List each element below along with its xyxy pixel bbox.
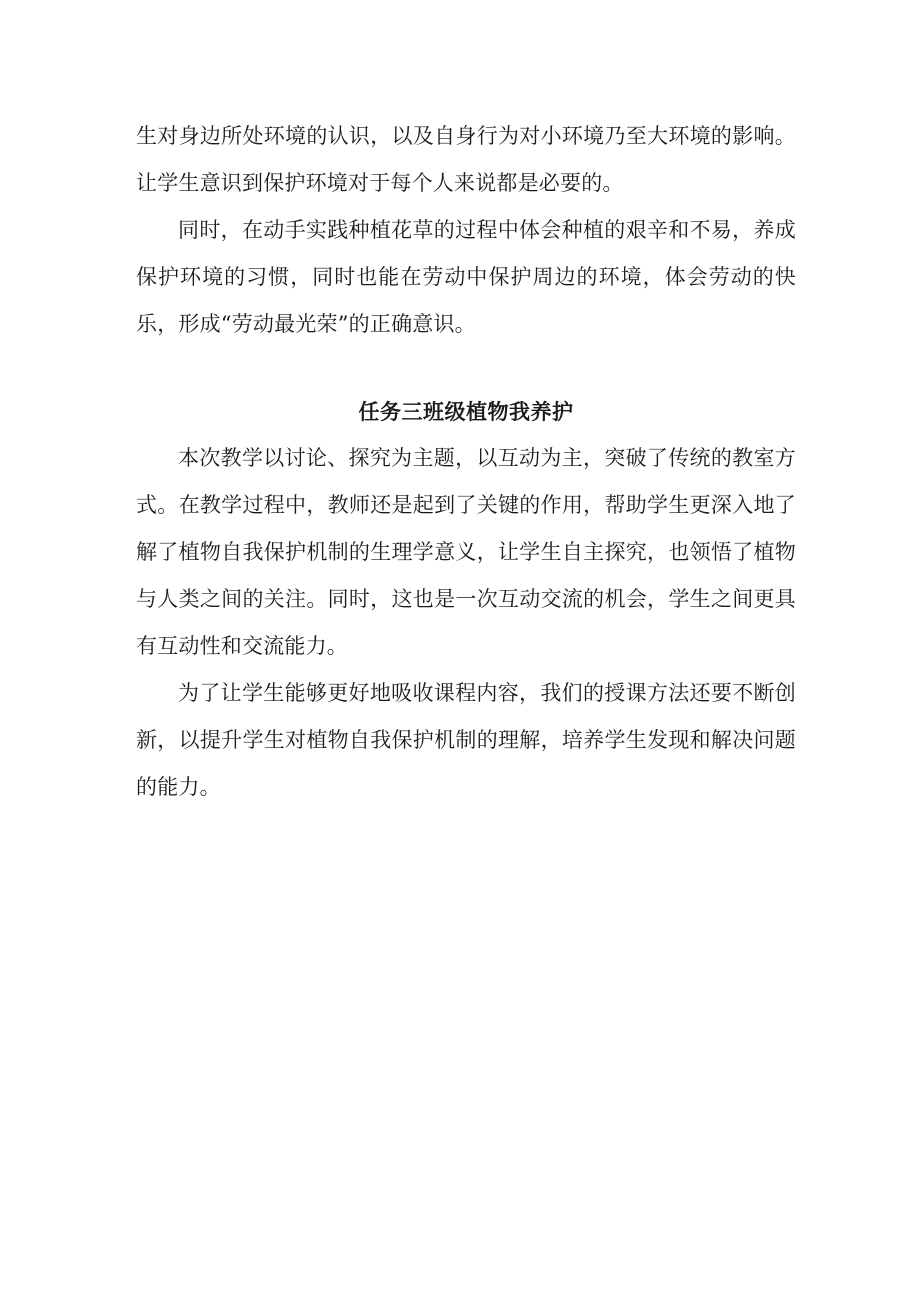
document-body <box>136 113 796 811</box>
paragraph-practice: 同时，在动手实践种植花草的过程中体会种植的艰辛和不易，养成保护环境的习惯，同时也能在劳动中保护周边的环境，体会劳动的快乐，形成“劳动最光荣”的正确意识。 <box>136 218 796 336</box>
paragraph-teaching-summary: 本次教学以讨论、探究为主题，以互动为主，突破了传统的教室方式。在教学过程中，教师还是起到了关键的作用，帮助学生更深入地了解了植物自我保护机制的生理学意义，让学生自主探究，也领悟了植物与人类之间的关注。同时，这也是一次互动交流的机会，学生之间更具有互动性和交流能力。 <box>136 446 796 658</box>
section-title: 任务三班级植物我养护 <box>358 399 574 424</box>
paragraph-continuation: 生对身边所处环境的认识，以及自身行为对小环境乃至大环境的影响。让学生意识到保护环境对于每个人来说都是必要的。 <box>136 124 796 195</box>
paragraph-improvement: 为了让学生能够更好地吸收课程内容，我们的授课方法还要不断创新，以提升学生对植物自我保护机制的理解，培养学生发现和解决问题的能力。 <box>136 681 796 799</box>
